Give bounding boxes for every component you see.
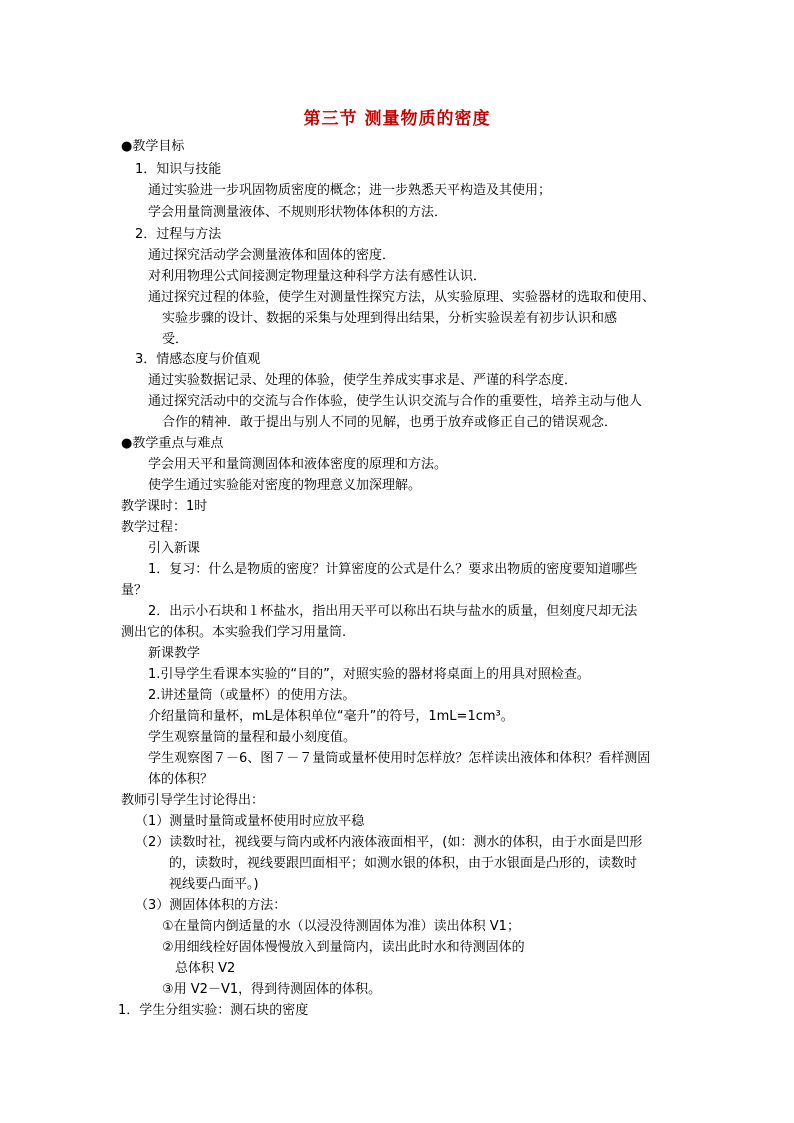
text-line: 介绍量筒和量杯，mL是体积单位“毫升”的符号，1mL=1cm³。 [148,709,514,724]
text-line: 通过实验数据记录、处理的体验，使学生养成实事求是、严谨的科学态度． [148,373,578,388]
text-line: 2.讲述量筒（或量杯）的使用方法。 [148,688,356,703]
text-line: 合作的精神．敢于提出与别人不同的见解，也勇于放弃或修正自己的错误观念． [162,415,618,430]
text-line: 总体积 V2 [175,961,236,976]
text-line: 对利用物理公式间接测定物理量这种科学方法有感性认识． [148,269,487,284]
list-item: （1）测量时量筒或量杯使用时应放平稳 [135,814,365,829]
text-line: 受． [162,332,189,347]
text-line: 1．复习：什么是物质的密度？计算密度的公式是什么？要求出物质的密度要知道哪些 [148,562,638,577]
subheading-intro: 引入新课 [148,541,201,556]
list-item: ②用细线栓好固体慢慢放入到量筒内，读出此时水和待测固体的 [162,940,525,955]
text-line: 1.引导学生看课本实验的“目的”，对照实验的器材将桌面上的用具对照检查。 [148,667,590,682]
list-item: ①在量筒内倒适量的水（以浸没待测固体为准）读出体积 V1； [162,919,520,934]
section-heading-focus: ●教学重点与难点 [121,436,224,451]
text-line: 通过探究活动学会测量液体和固体的密度． [148,248,396,263]
text-line: 学会用量筒测量液体、不规则形状物体体积的方法． [148,205,448,220]
subheading-knowledge: 1．知识与技能 [135,162,222,177]
section-heading-objectives: ●教学目标 [121,139,185,154]
class-hours: 教学课时：1时 [121,499,208,514]
list-item: ③用 V2－V1，得到待测固体的体积。 [162,982,382,997]
text-line: 通过实验进一步巩固物质密度的概念；进一步熟悉天平构造及其使用； [148,183,552,198]
text-line: 2．出示小石块和１杯盐水，指出用天平可以称出石块与盐水的质量，但刻度尺却无法 [148,604,638,619]
list-item: （3）测固体体积的方法： [135,898,287,913]
text-line: 视线要凸面平。) [169,877,259,892]
text-line: 学会用天平和量筒测固体和液体密度的原理和方法。 [148,457,448,472]
text-line: 通过探究活动中的交流与合作体验，使学生认识交流与合作的重要性，培养主动与他人 [148,394,643,409]
subheading-process: 2．过程与方法 [135,227,222,242]
page-title: 第三节 测量物质的密度 [303,109,491,129]
subheading-attitude: 3．情感态度与价值观 [135,352,261,367]
text-line: 的，读数时，视线要跟凹面相平；如测水银的体积，由于水银面是凸形的，读数时 [169,856,638,871]
text-line: 实验步骤的设计、数据的采集与处理到得出结果，分析实验误差有初步认识和感 [162,311,618,326]
section-heading-process: 教学过程： [121,520,187,535]
text-line: 教师引导学生讨论得出： [121,793,265,808]
text-line: 量？ [121,583,148,598]
list-item: （2）读数时社，视线要与筒内或杯内液体液面相平，(如：测水的体积，由于水面是凹形 [135,835,643,850]
text-line: 学生观察图７－6、图７－７量筒或量杯使用时怎样放？怎样读出液体和体积？看样测固 [148,751,651,766]
subheading-new-lesson: 新课教学 [148,646,201,661]
text-line: 测出它的体积。本实验我们学习用量筒. [121,625,347,640]
text-line: 学生观察量筒的量程和最小刻度值。 [148,730,357,745]
text-line: 使学生通过实验能对密度的物理意义加深理解。 [148,478,422,493]
text-line: 通过探究过程的体验，使学生对测量性探究方法，从实验原理、实验器材的选取和使用、 [148,290,656,305]
text-line: 1．学生分组实验：测石块的密度 [118,1003,309,1018]
text-line: 体的体积？ [148,772,214,787]
